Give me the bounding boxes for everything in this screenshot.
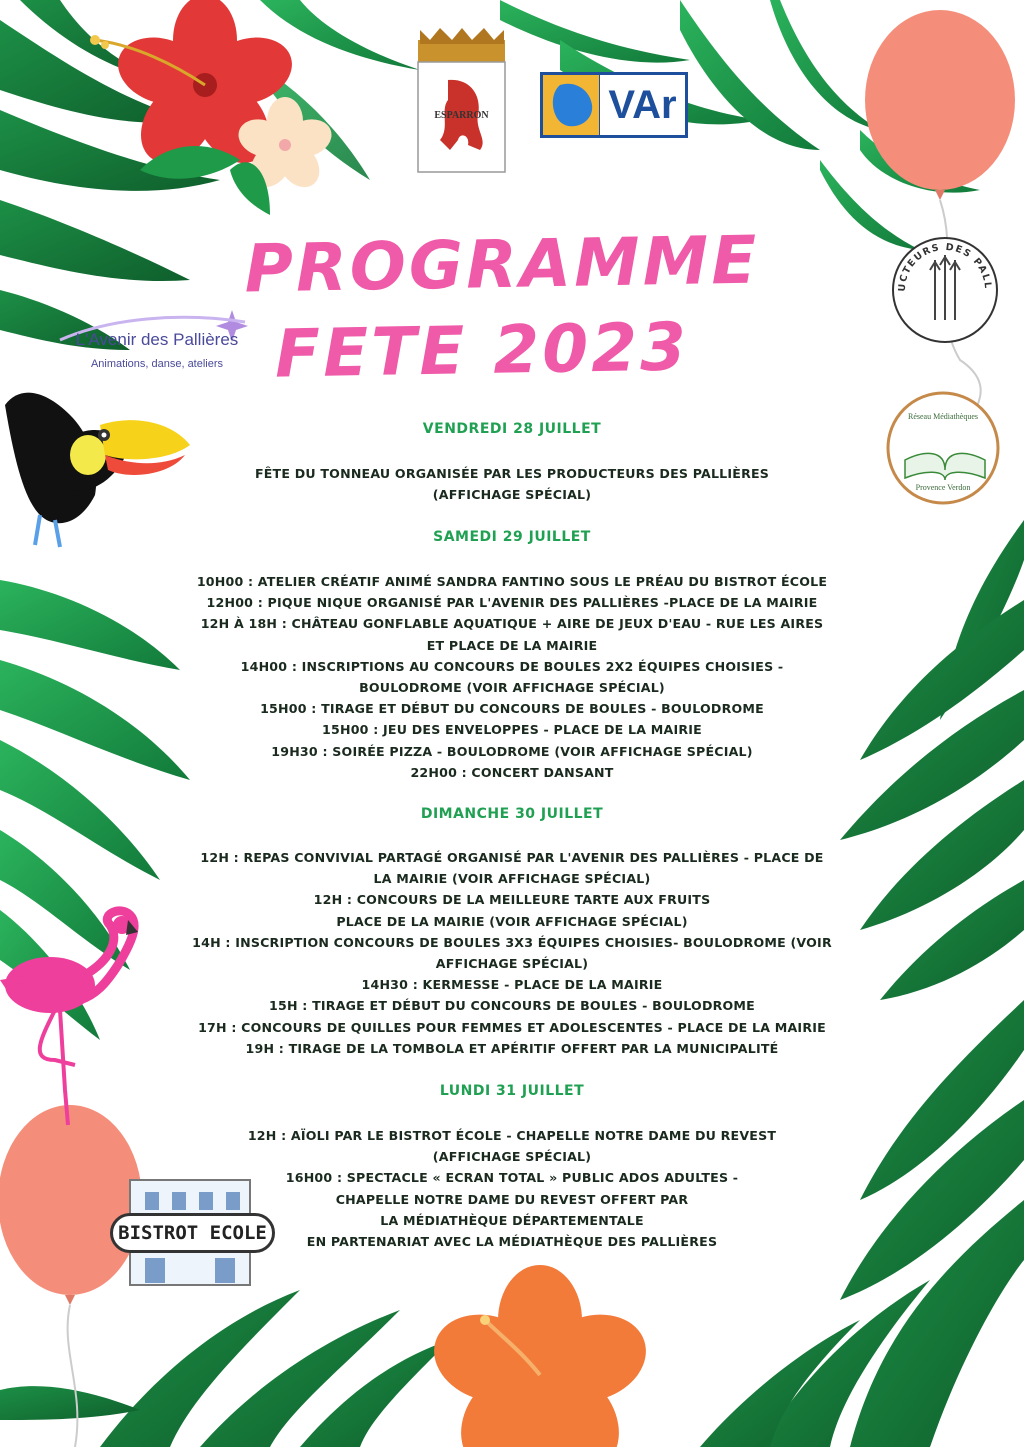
bistrot-ecole-sign: BISTROT ECOLE: [110, 1213, 275, 1253]
title-line-2: FETE 2023: [274, 308, 690, 393]
day-heading-sunday: DIMANCHE 30 JUILLET: [420, 806, 604, 822]
day-monday-lines: [150, 1125, 874, 1252]
day-saturday-lines: [150, 571, 874, 783]
schedule-line: FÊTE DU TONNEAU ORGANISÉE PAR LES PRODUCTEURS DES PALLIÈRES: [254, 466, 770, 481]
schedule-line: 17H : CONCOURS DE QUILLES POUR FEMMES ET ADOLESCENTES - PLACE DE LA MAIRIE: [198, 1019, 826, 1035]
day-heading-saturday: SAMEDI 29 JUILLET: [433, 529, 591, 545]
schedule-line: 10H00 : ATELIER CRÉATIF ANIMÉ SANDRA FANTINO SOUS LE PRÉAU DU BISTROT ÉCOLE: [196, 574, 828, 589]
schedule-line: EN PARTENARIAT AVEC LA MÉDIATHÈQUE DES PALLIÈRES: [306, 1234, 718, 1250]
schedule-line: 16H00 : SPECTACLE « ECRAN TOTAL » PUBLIC ADOS ADULTES -: [285, 1170, 739, 1186]
schedule-line: (AFFICHAGE SPÉCIAL): [432, 1149, 592, 1165]
title-line-1: PROGRAMME: [243, 221, 761, 308]
schedule-line: 19H30 : SOIRÉE PIZZA - BOULODROME (VOIR AFFICHAGE SPÉCIAL): [271, 743, 753, 759]
schedule-line: 22H00 : CONCERT DANSANT: [410, 764, 614, 780]
day-heading-monday: LUNDI 31 JUILLET: [439, 1083, 585, 1099]
schedule-line: ET PLACE DE LA MAIRIE: [426, 637, 598, 653]
avenir-tagline: Animations, danse, ateliers: [90, 358, 224, 370]
schedule-line: (AFFICHAGE SPÉCIAL): [432, 487, 592, 503]
avenir-name: L'Avenir des Pallières: [75, 330, 239, 349]
schedule-line: 15H00 : TIRAGE ET DÉBUT DU CONCOURS DE BOULES - BOULODROME: [260, 701, 764, 717]
schedule-line: 12H00 : PIQUE NIQUE ORGANISÉ PAR L'AVENIR DES PALLIÈRES -PLACE DE LA MAIRIE: [206, 595, 818, 611]
mediatheque-bottom: Provence Verdon: [915, 483, 971, 492]
schedule-line: AFFICHAGE SPÉCIAL): [435, 956, 589, 972]
palm-leaf-bottom: [0, 1290, 450, 1447]
schedule-line: LA MAIRIE (VOIR AFFICHAGE SPÉCIAL): [373, 871, 651, 887]
mediatheque-top: Réseau Médiathèques: [908, 412, 978, 421]
schedule-line: PLACE DE LA MAIRIE (VOIR AFFICHAGE SPÉCIAL): [336, 913, 688, 929]
producteurs-label: UCTEURS DES PALL: [896, 241, 994, 293]
schedule-line: 19H : TIRAGE DE LA TOMBOLA ET APÉRITIF OFFERT PAR LA MUNICIPALITÉ: [245, 1040, 779, 1056]
schedule-line: CHAPELLE NOTRE DAME DU REVEST OFFERT PAR: [335, 1191, 689, 1207]
schedule-line: 12H : REPAS CONVIVIAL PARTAGÉ ORGANISÉ PAR L'AVENIR DES PALLIÈRES - PLACE DE: [200, 850, 824, 865]
schedule-line: 14H30 : KERMESSE - PLACE DE LA MAIRIE: [361, 977, 663, 993]
esparron-label: ESPARRON: [434, 110, 489, 121]
day-heading-friday: VENDREDI 28 JUILLET: [422, 421, 602, 437]
day-friday-lines: [150, 463, 874, 505]
day-sunday-lines: [150, 847, 874, 1059]
schedule-line: 12H : AÏOLI PAR LE BISTROT ÉCOLE - CHAPELLE NOTRE DAME DU REVEST: [247, 1128, 777, 1143]
var-logo-text: [600, 80, 685, 130]
esparron-logo: [418, 110, 505, 121]
schedule-line: BOULODROME (VOIR AFFICHAGE SPÉCIAL): [359, 680, 665, 696]
schedule-line: 15H00 : JEU DES ENVELOPPES - PLACE DE LA MAIRIE: [322, 722, 702, 738]
schedule-line: 12H : CONCOURS DE LA MEILLEURE TARTE AUX FRUITS: [313, 892, 711, 908]
schedule-line: 14H : INSCRIPTION CONCOURS DE BOULES 3X3 ÉQUIPES CHOISIES- BOULODROME (VOIR: [192, 934, 832, 950]
hibiscus-orange: [423, 1265, 658, 1447]
esparron-crest: [418, 28, 505, 172]
schedule-line: 12H À 18H : CHÂTEAU GONFLABLE AQUATIQUE + AIRE DE JEUX D'EAU - RUE LES AIRES: [200, 616, 824, 632]
schedule-line: LA MÉDIATHÈQUE DÉPARTEMENTALE: [380, 1212, 644, 1228]
schedule-line: 14H00 : INSCRIPTIONS AU CONCOURS DE BOULES 2X2 ÉQUIPES CHOISIES -: [240, 658, 784, 674]
mediatheque-logo-text: [893, 398, 993, 492]
var-label: VAr: [608, 83, 677, 127]
schedule-line: 15H : TIRAGE ET DÉBUT DU CONCOURS DE BOULES - BOULODROME: [269, 998, 755, 1014]
